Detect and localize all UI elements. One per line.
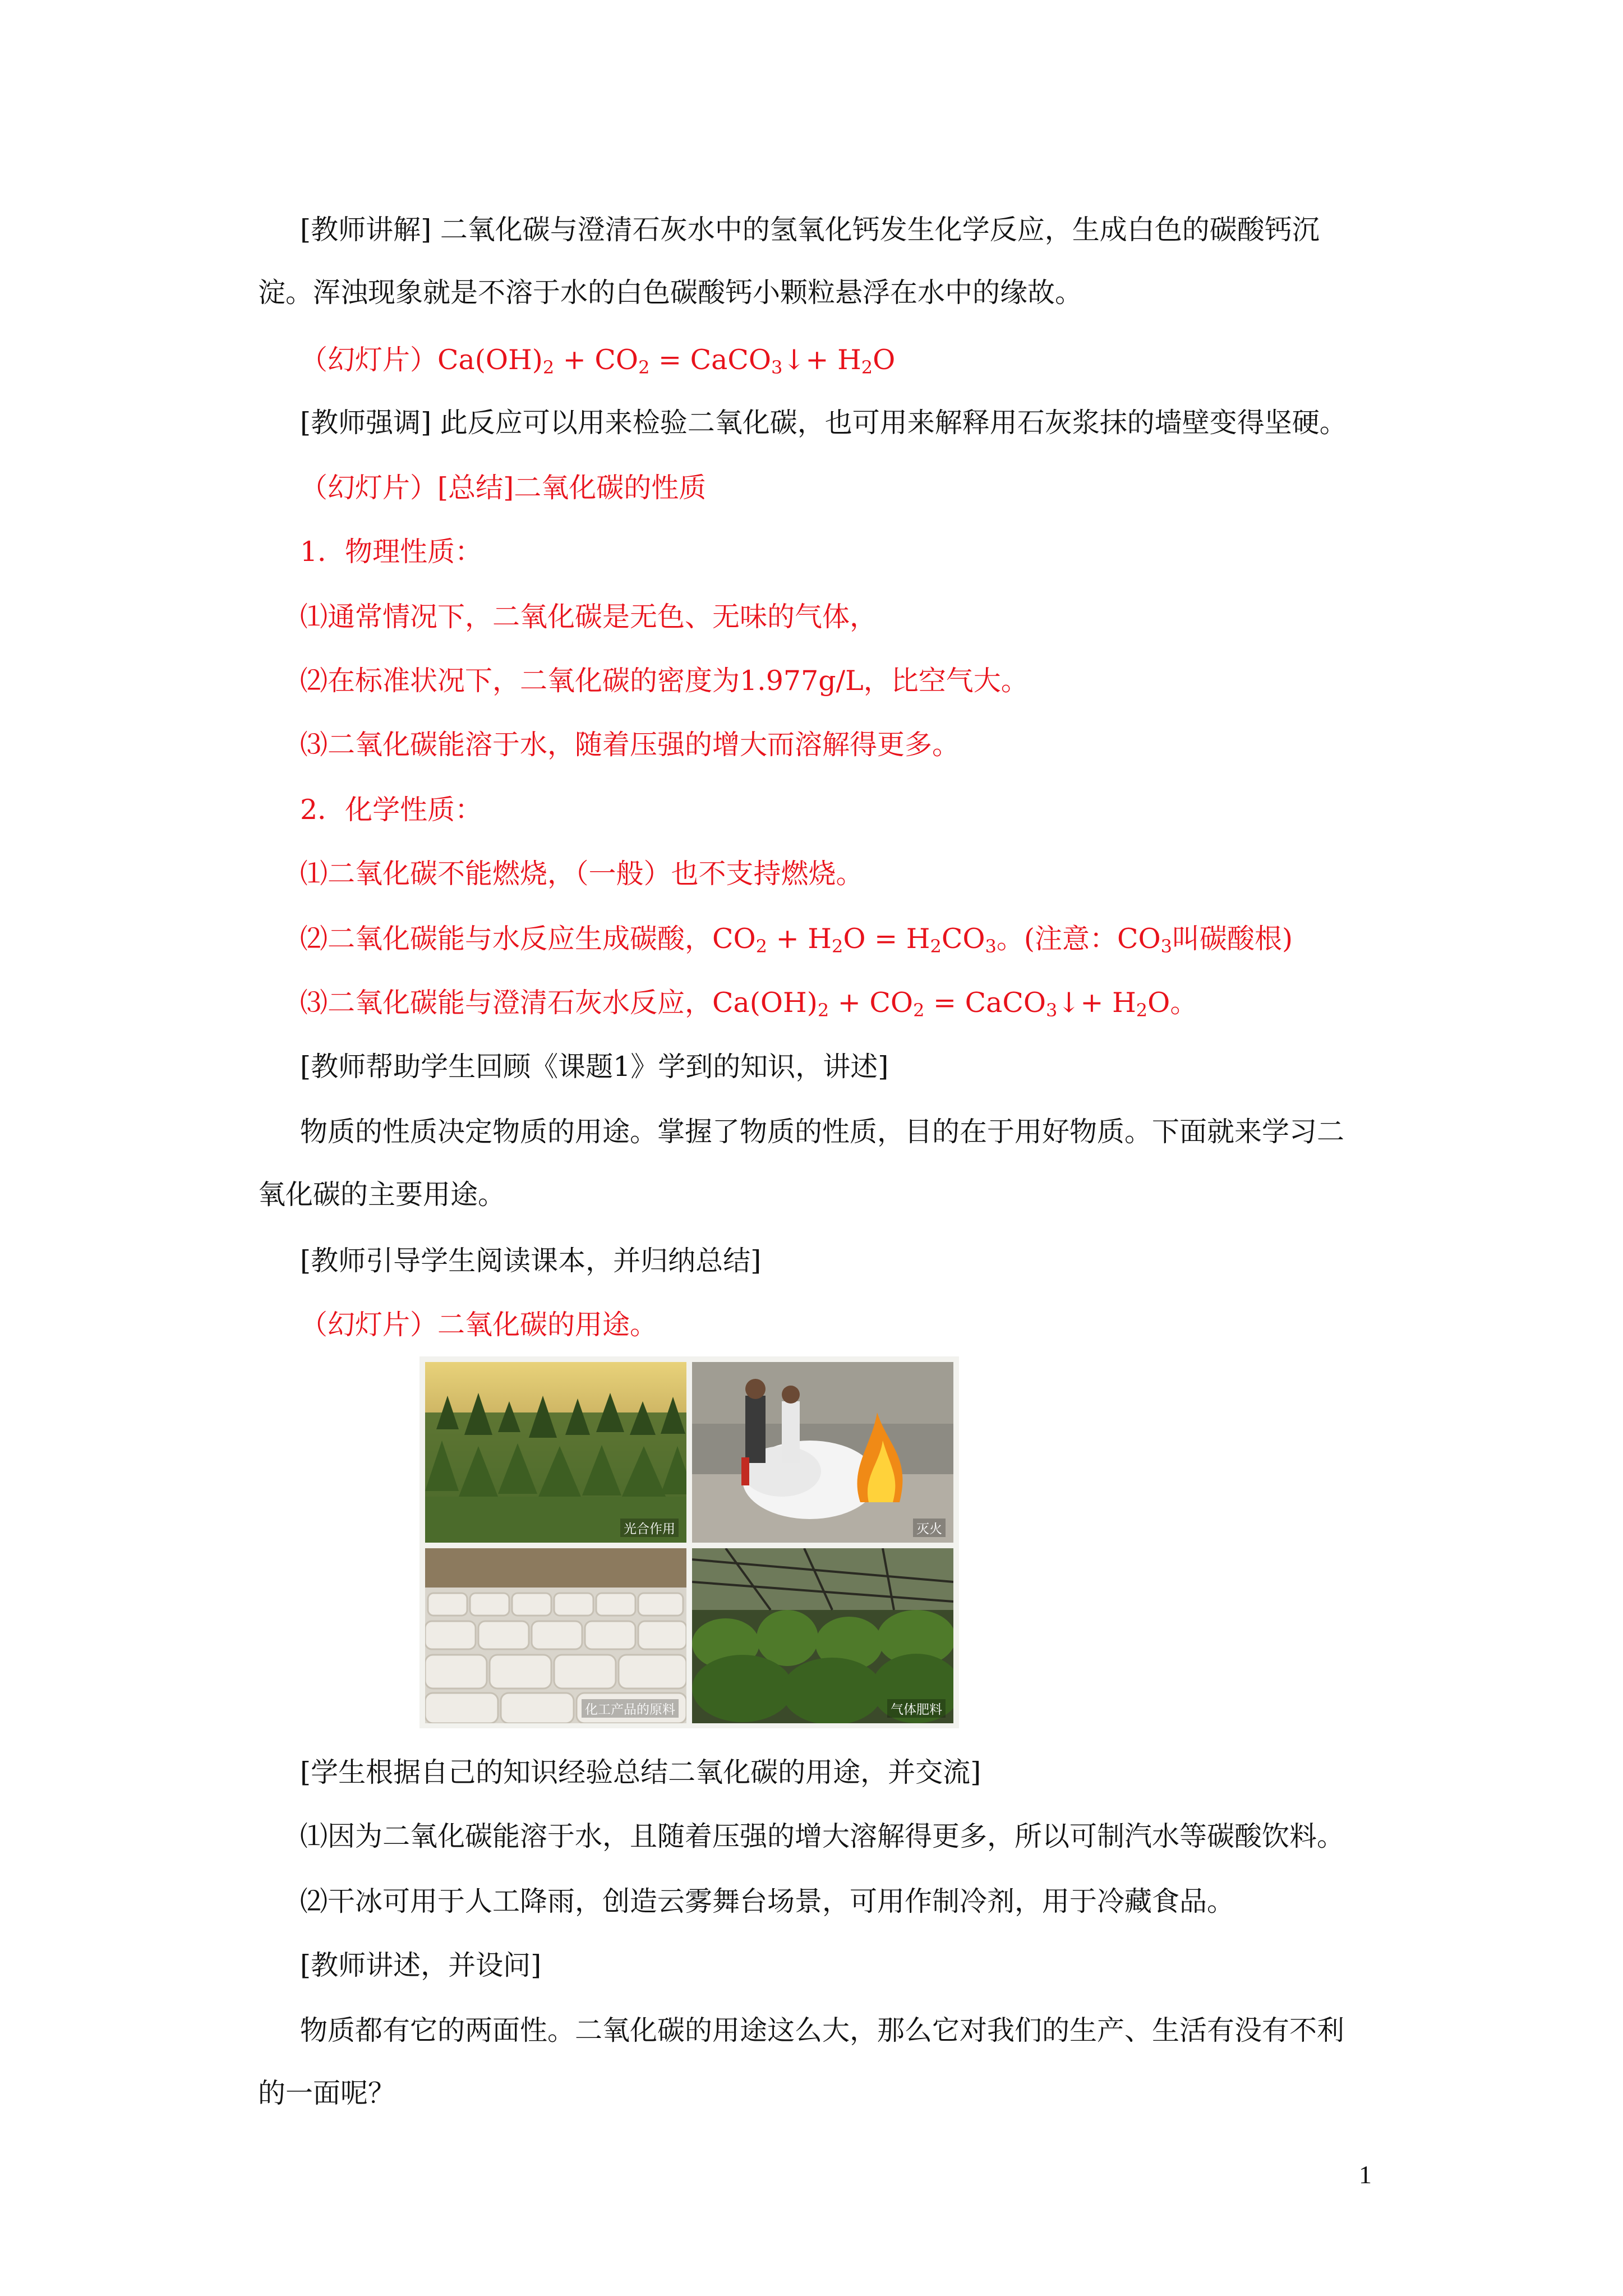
slide-equation: （幻灯片）$Ca(OH)_2 + CO_2$ = CaCO$_3$↓+ $H_2O$ — [300, 344, 896, 378]
chemical-raw-material-caption: 化工产品的原料 — [582, 1699, 679, 1718]
use-carbonated-drinks: ⑴因为二氧化碳能溶于水，且随着压强的增大溶解得更多，所以可制汽水等碳酸饮料。 — [300, 1820, 1345, 1852]
photosynthesis-photo — [425, 1362, 686, 1543]
teacher-review-note: [教师帮助学生回顾《课题1》学到的知识，讲述] — [300, 1051, 889, 1083]
use-dry-ice: ⑵干冰可用于人工降雨，创造云雾舞台场景，可用作制冷剂，用于冷藏食品。 — [300, 1885, 1235, 1917]
student-summary-note: [学生根据自己的知识经验总结二氧化碳的用途，并交流] — [300, 1756, 981, 1788]
teacher-explanation-line1: [教师讲解] 二氧化碳与澄清石灰水中的氢氧化钙发生化学反应，生成白色的碳酸钙沉 — [300, 214, 1320, 246]
teacher-question-note: [教师讲述，并设问] — [300, 1949, 542, 1981]
fire-extinguishing-caption: 灭火 — [913, 1519, 946, 1537]
fire-extinguishing-photo — [692, 1362, 953, 1543]
slide-uses-heading: （幻灯片）二氧化碳的用途。 — [300, 1309, 658, 1341]
photosynthesis-caption: 光合作用 — [620, 1519, 679, 1537]
teacher-emphasis: [教师强调] 此反应可以用来检验二氧化碳，也可用来解释用石灰浆抹的墙壁变得坚硬。 — [300, 407, 1347, 439]
gas-fertilizer-photo — [692, 1548, 953, 1723]
chemical-property-1: ⑴二氧化碳不能燃烧，（一般）也不支持燃烧。 — [300, 858, 864, 890]
physical-property-1: ⑴通常情况下，二氧化碳是无色、无味的气体， — [300, 601, 878, 633]
gas-fertilizer-caption: 气体肥料 — [887, 1699, 946, 1718]
slide-summary-heading: （幻灯片）[总结]二氧化碳的性质 — [300, 472, 707, 504]
chemical-properties-heading: 2．化学性质： — [300, 794, 483, 826]
duality-question-line1: 物质都有它的两面性。二氧化碳的用途这么大，那么它对我们的生产、生活有没有不利 — [300, 2014, 1345, 2046]
physical-properties-heading: 1．物理性质： — [300, 536, 483, 568]
physical-property-2: ⑵在标准状况下，二氧化碳的密度为1.977g/L，比空气大。 — [300, 665, 1029, 697]
chemical-raw-material-photo — [425, 1548, 686, 1723]
co2-uses-figure — [419, 1356, 959, 1728]
properties-determine-uses-line2: 氧化碳的主要用途。 — [258, 1179, 506, 1211]
page-number: 1 — [1359, 2160, 1372, 2189]
teacher-explanation-line2: 淀。浑浊现象就是不溶于水的白色碳酸钙小颗粒悬浮在水中的缘故。 — [258, 277, 1083, 309]
chemical-property-2: ⑵二氧化碳能与水反应生成碳酸，$CO_2 + H_2O = H_2CO_3$。(注意：$CO_3$叫碳酸根) — [300, 923, 1293, 957]
duality-question-line2: 的一面呢？ — [258, 2077, 396, 2109]
chemical-property-3: ⑶二氧化碳能与澄清石灰水反应，$Ca(OH)_2 + CO_2$ = CaCO$_3$↓+ $H_2O$。 — [300, 987, 1198, 1021]
physical-property-3: ⑶二氧化碳能溶于水，随着压强的增大而溶解得更多。 — [300, 729, 960, 761]
properties-determine-uses-line1: 物质的性质决定物质的用途。掌握了物质的性质，目的在于用好物质。下面就来学习二 — [300, 1116, 1345, 1148]
teacher-guide-note: [教师引导学生阅读课本，并归纳总结] — [300, 1245, 762, 1277]
